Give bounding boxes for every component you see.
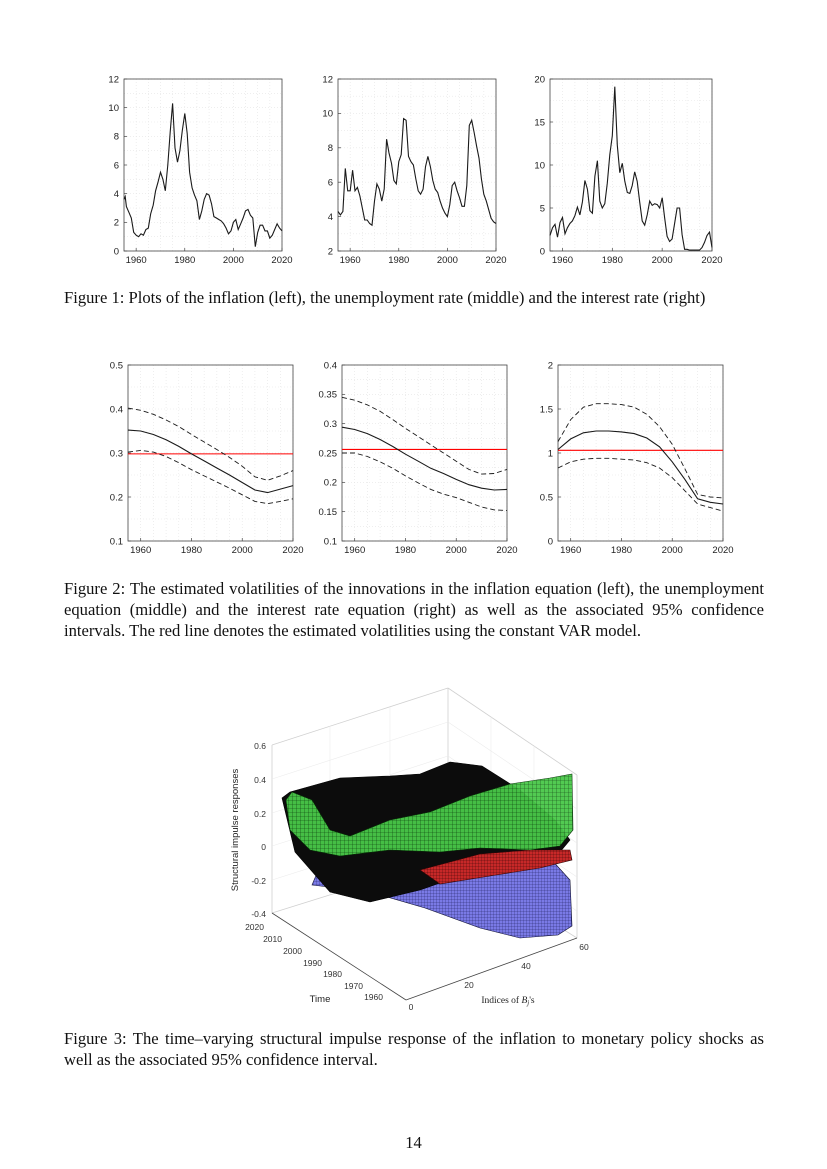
figure3-time-label: Time (309, 994, 331, 1005)
y-tick-label: 0.4 (109, 404, 123, 416)
y-tick-label: 0.5 (109, 360, 123, 372)
figure3-time-tick: 1970 (344, 981, 363, 991)
figure3-index-label: Indices of $B_j's$ (481, 996, 535, 1007)
y-tick-label: 0.4 (323, 360, 337, 372)
x-tick-label: 2020 (271, 255, 293, 266)
figure3-time-tick: 2010 (263, 934, 282, 944)
y-tick-label: 0.5 (539, 492, 553, 504)
confidence-band-line (558, 458, 723, 511)
figure3-index-tick: 60 (579, 942, 589, 952)
y-tick-label: 0 (539, 246, 545, 258)
series-line (338, 119, 496, 226)
figure3-index-tick: 0 (408, 1002, 414, 1012)
x-tick-label: 2000 (445, 545, 467, 556)
y-tick-label: 5 (539, 203, 545, 215)
figure3-z-tick: -0.2 (251, 876, 266, 886)
x-tick-label: 1960 (339, 255, 361, 266)
series-line (558, 431, 723, 504)
y-tick-label: 0 (547, 536, 553, 548)
x-tick-label: 2000 (222, 255, 244, 266)
x-tick-label: 1980 (601, 255, 623, 266)
figure3-z-ticks (251, 741, 266, 919)
y-tick-label: 6 (113, 160, 119, 172)
series-line (550, 87, 712, 250)
y-tick-label: 0.15 (318, 506, 337, 518)
x-tick-label: 1980 (388, 255, 410, 266)
y-tick-label: 10 (534, 160, 545, 172)
y-tick-label: 12 (108, 74, 119, 86)
y-tick-label: 0.3 (109, 448, 123, 460)
y-tick-label: 0.25 (318, 448, 337, 460)
y-tick-label: 15 (534, 117, 545, 129)
confidence-band-line (128, 450, 293, 503)
series-line (124, 103, 282, 246)
figure3-z-tick: 0.2 (254, 809, 266, 819)
series-line (342, 427, 507, 490)
figure3-caption: Figure 3: The time–varying structural impulse response of the inflation to monetary policy shocks as well as the associated 95% confidence interval. (64, 1029, 764, 1069)
x-tick-label: 1960 (125, 255, 147, 266)
x-tick-label: 2000 (231, 545, 253, 556)
figure3-time-tick: 2020 (245, 922, 264, 932)
x-tick-label: 1960 (560, 545, 582, 556)
figure3-index-tick: 20 (464, 980, 474, 990)
x-tick-label: 1980 (180, 545, 203, 556)
figure3-z-tick: -0.4 (251, 909, 266, 919)
figure2-panel-interest-rate (538, 357, 734, 559)
y-tick-label: 8 (113, 131, 119, 143)
y-tick-label: 8 (327, 143, 333, 155)
x-tick-label: 1960 (130, 545, 152, 556)
x-tick-label: 2020 (712, 545, 734, 556)
x-tick-label: 1980 (394, 545, 417, 556)
y-tick-label: 4 (113, 188, 119, 200)
confidence-band-line (128, 408, 293, 480)
y-tick-label: 20 (534, 74, 545, 86)
x-tick-label: 2000 (651, 255, 673, 266)
figure3-z-tick: 0.6 (254, 741, 266, 751)
y-tick-label: 0.3 (323, 418, 337, 430)
y-tick-label: 0.2 (109, 492, 123, 504)
x-tick-label: 2020 (496, 545, 518, 556)
figure3-z-tick: 0.4 (254, 775, 266, 785)
figure2-panel-inflation (108, 357, 304, 559)
y-tick-label: 1.5 (539, 404, 553, 416)
series-line (128, 430, 293, 493)
figure2-caption: Figure 2: The estimated volatilities of the innovations in the inflation equation (left), the unemployment equation (middle) and the interest rate equation (right) as well as the associated 95% confidence intervals. The red line denotes the estimated volatilities using the constant VAR model. (64, 579, 764, 640)
figure1-panel-inflation (104, 70, 293, 270)
y-tick-label: 0 (113, 246, 119, 258)
x-tick-label: 1960 (551, 255, 574, 266)
figure3-z-label: Structural impulse responses (230, 768, 241, 892)
y-tick-label: 10 (322, 108, 333, 120)
figure3-time-tick: 1960 (364, 992, 383, 1002)
y-tick-label: 2 (327, 246, 333, 258)
y-tick-label: 0.35 (318, 389, 337, 401)
figure1-panel-unemployment (318, 70, 507, 270)
confidence-band-line (342, 453, 507, 511)
y-tick-label: 0.1 (323, 536, 337, 548)
y-tick-label: 1 (547, 448, 553, 460)
x-tick-label: 1960 (344, 545, 366, 556)
x-tick-label: 2000 (436, 255, 458, 266)
x-tick-label: 2020 (282, 545, 304, 556)
y-tick-label: 6 (327, 177, 333, 189)
x-tick-label: 2020 (701, 255, 723, 266)
x-tick-label: 2020 (485, 255, 507, 266)
figure3-index-tick: 40 (521, 961, 531, 971)
figure3-time-ticks (245, 922, 383, 1002)
figure1-caption: Figure 1: Plots of the inflation (left), the unemployment rate (middle) and the interest rate (right) (64, 288, 706, 307)
figure3-time-tick: 1980 (323, 969, 342, 979)
y-tick-label: 2 (547, 360, 553, 372)
figure3-time-tick: 1990 (303, 958, 322, 968)
figure3-time-tick: 2000 (283, 946, 302, 956)
x-tick-label: 2000 (661, 545, 683, 556)
y-tick-label: 2 (113, 217, 119, 229)
y-tick-label: 10 (108, 102, 119, 114)
figure1-panel-interest-rate (530, 70, 723, 270)
y-tick-label: 0.1 (109, 536, 123, 548)
figure2-panel-unemployment (318, 357, 518, 559)
y-tick-label: 12 (322, 74, 333, 86)
y-tick-label: 4 (327, 211, 333, 223)
figure3-surface-plot (220, 680, 600, 1020)
x-tick-label: 1980 (174, 255, 196, 266)
page-number: 14 (405, 1133, 422, 1152)
figure3-z-tick: 0 (261, 842, 266, 852)
x-tick-label: 1980 (610, 545, 633, 556)
y-tick-label: 0.2 (323, 477, 337, 489)
